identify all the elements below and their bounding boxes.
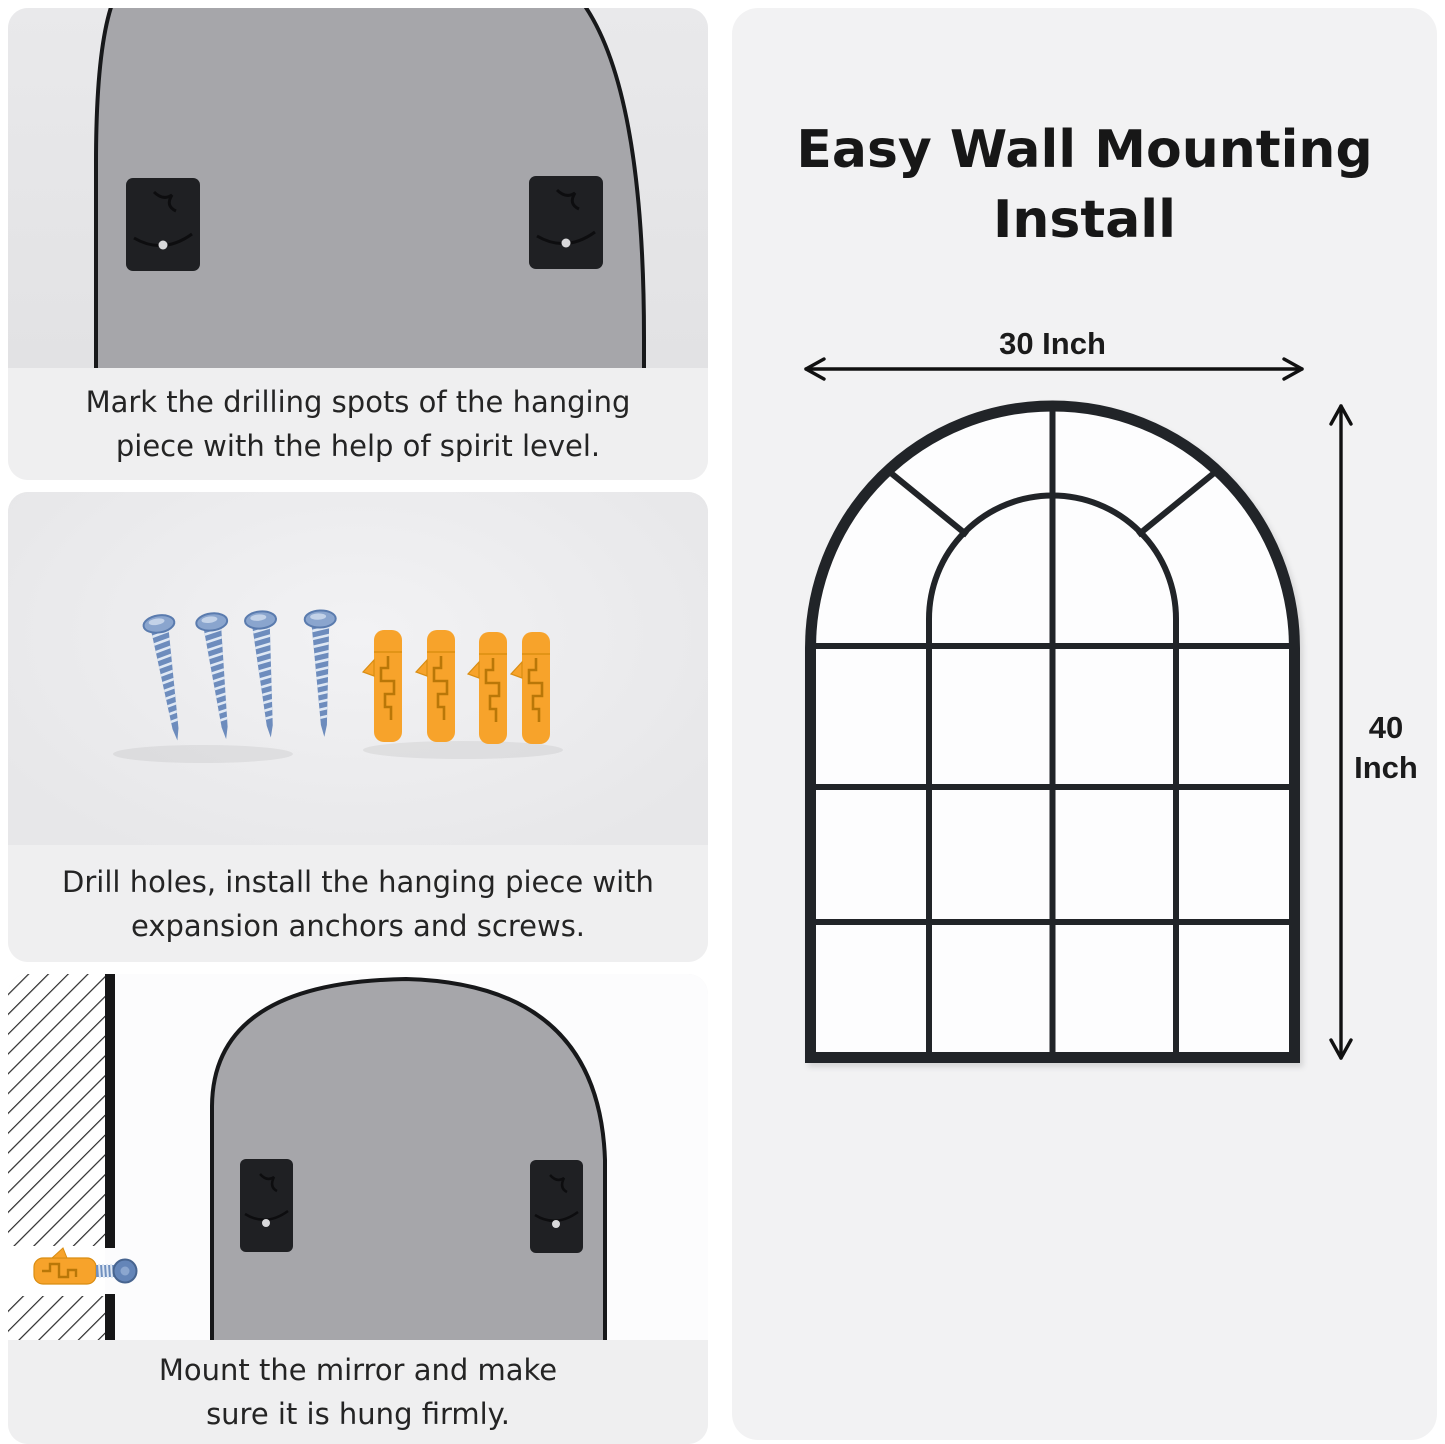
width-dimension-label: 30 Inch [999,326,1106,361]
step2-illustration [8,492,708,845]
height-dimension-unit: Inch [1354,750,1418,785]
step2-caption [8,845,708,962]
step3-caption [8,1340,708,1444]
step-card-3 [8,974,708,1444]
height-dimension-value: 40 [1368,710,1404,745]
hanging-bracket-left [126,178,200,271]
hanging-bracket-right [530,1160,583,1253]
step2-photo-hardware [8,492,708,845]
height-dimension-label [1336,708,1436,788]
screws [142,610,340,743]
hanging-bracket-left [240,1159,293,1252]
shadows [113,741,563,763]
dimensions-panel [732,8,1437,1440]
step-card-1 [8,8,708,480]
page-title-line2: Install [993,189,1176,250]
step1-illustration [8,8,708,368]
step3-caption-line1: Mount the mirror and make [158,1353,558,1387]
step3-illustration [8,974,708,1340]
step2-caption-line2: expansion anchors and screws. [130,908,586,943]
step3-caption-line2: sure it is hung firmly. [206,1397,510,1431]
step1-caption-line2: piece with the help of spirit level. [115,429,601,463]
step2-caption-line1: Drill holes, install the hanging piece with [62,864,654,899]
arched-window-mirror-diagram [805,395,1300,1063]
step1-photo-mirror-back [8,8,708,368]
width-dimension-arrow-icon [798,356,1310,382]
hanging-bracket-right [529,176,603,269]
step1-caption [8,368,708,480]
page-title [732,115,1437,255]
expansion-anchors [363,630,550,744]
wall-edge-line [105,974,115,1340]
page-title-line1: Easy Wall Mounting [796,119,1373,180]
step-card-2 [8,492,708,962]
step1-caption-line1: Mark the drilling spots of the hanging [85,385,631,419]
step3-photo-mounting [8,974,708,1340]
